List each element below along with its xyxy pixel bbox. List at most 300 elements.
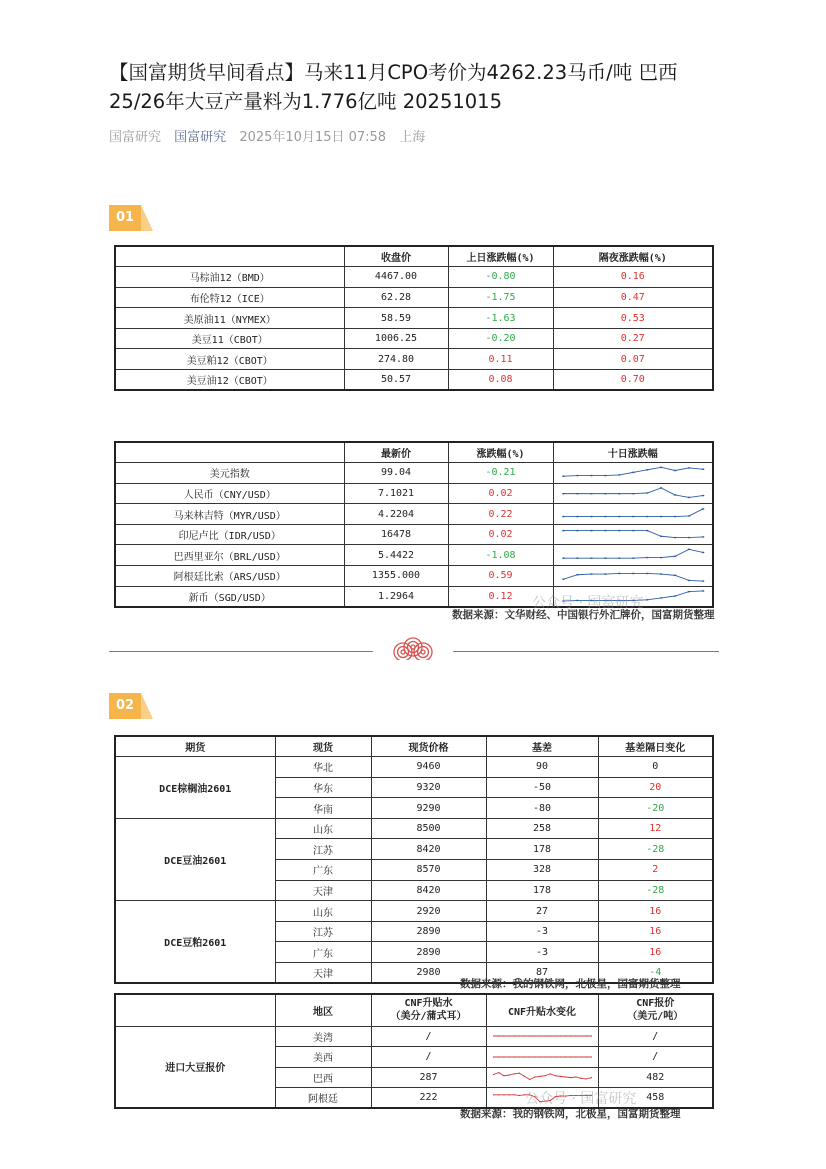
sparkline-point: [687, 467, 690, 469]
instrument-name: 美豆粕12（CBOT）: [115, 349, 344, 370]
sparkline-chart: [554, 484, 713, 502]
sparkline-point: [576, 475, 579, 477]
sparkline-point: [659, 466, 662, 468]
cnf-quote: /: [598, 1026, 713, 1047]
sparkline-point: [687, 515, 690, 517]
basis-value: 90: [486, 757, 598, 778]
basis-change: -20: [598, 798, 713, 819]
sparkline-point: [617, 573, 620, 575]
table-row: [115, 308, 713, 329]
close-price: 58.59: [344, 308, 448, 329]
sparkline-point: [701, 508, 704, 510]
sparkline-point: [631, 493, 634, 495]
sparkline-point: [603, 558, 606, 560]
sparkline-point: [513, 1036, 515, 1037]
sparkline-point: [564, 1036, 566, 1037]
header-cell: CNF升贴水变化: [486, 994, 598, 1026]
sparkline-point: [569, 1056, 571, 1057]
sparkline-cell: [486, 1047, 598, 1068]
sparkline-point: [559, 1076, 561, 1077]
sparkline-line: [563, 573, 702, 581]
instrument-name: 美豆11（CBOT）: [115, 328, 344, 349]
table-row: [115, 901, 713, 922]
sparkline-point: [498, 1056, 500, 1057]
header-cell: 上日涨跌幅(%): [448, 246, 553, 267]
sparkline-cell: [553, 545, 713, 566]
spot-price: 2890: [371, 942, 486, 963]
section-number: 02: [109, 693, 141, 719]
header-cell: CNF升贴水 （美分/蒲式耳）: [371, 994, 486, 1026]
sparkline-point: [603, 493, 606, 495]
sparkline-point: [562, 529, 565, 531]
percent-change: 0.02: [448, 524, 553, 545]
watermark: 公众号 · 国富研究: [525, 1091, 637, 1107]
sparkline-point: [645, 469, 648, 471]
table-row: [115, 545, 713, 566]
instrument-name: 马棕油12（BMD）: [115, 267, 344, 288]
percent-change: -0.21: [448, 463, 553, 484]
spot-price: 9320: [371, 777, 486, 798]
close-price: 274.80: [344, 349, 448, 370]
sparkline-point: [554, 1036, 556, 1037]
sparkline-point: [523, 1036, 525, 1037]
header-cell: 现货价格: [371, 736, 486, 757]
header-cell: 地区: [275, 994, 371, 1026]
sparkline-chart: [554, 567, 713, 585]
sparkline-point: [673, 495, 676, 497]
sparkline-point: [492, 1056, 494, 1057]
sparkline-chart: [554, 464, 713, 482]
sparkline-point: [498, 1094, 500, 1095]
instrument-name: 布伦特12（ICE）: [115, 287, 344, 308]
spot-region: 广东: [275, 942, 371, 963]
sparkline-point: [659, 488, 662, 490]
basis-change: -4: [598, 963, 713, 984]
meta-location: 上海: [399, 130, 426, 145]
sparkline-point: [585, 1036, 587, 1037]
sparkline-cell: [553, 566, 713, 587]
sparkline-point: [576, 558, 579, 560]
fx-rate-table: [114, 441, 714, 608]
section-number: 01: [109, 205, 141, 231]
sparkline-point: [701, 580, 704, 582]
futures-contract: DCE豆油2601: [115, 818, 275, 900]
table-row: [115, 1026, 713, 1047]
day-change: -1.63: [448, 308, 553, 329]
day-change: 0.08: [448, 370, 553, 391]
basis-change: 2: [598, 860, 713, 881]
sparkline-point: [539, 1056, 541, 1057]
sparkline-point: [554, 1056, 556, 1057]
sparkline-point: [617, 529, 620, 531]
sparkline-point: [544, 1036, 546, 1037]
table-header-row: [115, 994, 713, 1026]
basis-change: 16: [598, 901, 713, 922]
sparkline-point: [549, 1074, 551, 1075]
header-cell: [115, 994, 275, 1026]
currency-name: 马来林吉特（MYR/USD）: [115, 504, 344, 525]
night-change: 0.07: [553, 349, 713, 370]
spot-region: 华北: [275, 757, 371, 778]
basis-change: 16: [598, 921, 713, 942]
sparkline-cell: [486, 1026, 598, 1047]
latest-price: 7.1021: [344, 483, 448, 504]
spot-region: 天津: [275, 880, 371, 901]
sparkline-point: [518, 1095, 520, 1096]
sparkline-point: [513, 1056, 515, 1057]
table-header-row: [115, 246, 713, 267]
cnf-premium: 287: [371, 1067, 486, 1088]
spot-price: 2980: [371, 963, 486, 984]
basis-value: -80: [486, 798, 598, 819]
sparkline-point: [528, 1079, 530, 1080]
article-title: 【国富期货早间看点】马来11月CPO考价为4262.23马币/吨 巴西25/26年大豆产量料为1.776亿吨 20251015: [109, 61, 678, 113]
badge-slash-decoration: [141, 205, 153, 231]
currency-name: 阿根廷比索（ARS/USD）: [115, 566, 344, 587]
latest-price: 4.2204: [344, 504, 448, 525]
percent-change: -1.08: [448, 545, 553, 566]
spot-price: 8420: [371, 880, 486, 901]
header-cell: 涨跌幅(%): [448, 442, 553, 463]
cnf-premium: /: [371, 1047, 486, 1068]
basis-change: -28: [598, 839, 713, 860]
sparkline-point: [687, 579, 690, 581]
watermark: 公众号 · 国富研究: [532, 595, 644, 611]
sparkline-point: [503, 1036, 505, 1037]
cnf-quote: /: [598, 1047, 713, 1068]
badge-slash-decoration: [141, 693, 153, 719]
sparkline-line: [563, 550, 702, 559]
cnf-premium: 222: [371, 1088, 486, 1109]
sparkline-point: [701, 495, 704, 497]
table-header-row: [115, 736, 713, 757]
spot-region: 华南: [275, 798, 371, 819]
sparkline-point: [549, 1036, 551, 1037]
futures-contract: DCE棕榈油2601: [115, 757, 275, 819]
spot-region: 广东: [275, 860, 371, 881]
sparkline-point: [576, 516, 579, 518]
basis-value: 178: [486, 880, 598, 901]
sparkline-chart: [554, 505, 713, 523]
currency-name: 印尼卢比（IDR/USD）: [115, 524, 344, 545]
sparkline-cell: [553, 483, 713, 504]
night-change: 0.53: [553, 308, 713, 329]
sparkline-point: [590, 1077, 592, 1078]
sparkline-point: [518, 1073, 520, 1074]
day-change: 0.11: [448, 349, 553, 370]
sparkline-point: [559, 1036, 561, 1037]
sparkline-point: [659, 535, 662, 537]
basis-value: -3: [486, 942, 598, 963]
table-row: [115, 463, 713, 484]
sparkline-point: [576, 493, 579, 495]
close-price: 50.57: [344, 370, 448, 391]
origin-region: 巴西: [275, 1067, 371, 1088]
sparkline-line: [563, 509, 702, 517]
sparkline-point: [534, 1036, 536, 1037]
night-change: 0.27: [553, 328, 713, 349]
header-cell: 十日涨跌幅: [553, 442, 713, 463]
latest-price: 5.4422: [344, 545, 448, 566]
percent-change: 0.02: [448, 483, 553, 504]
spot-price: 2890: [371, 921, 486, 942]
sparkline-point: [617, 558, 620, 560]
sparkline-point: [673, 574, 676, 576]
sparkline-point: [513, 1074, 515, 1075]
sparkline-point: [645, 573, 648, 575]
night-change: 0.70: [553, 370, 713, 391]
sparkline-point: [503, 1094, 505, 1095]
article-meta: [109, 126, 434, 145]
sparkline-point: [589, 516, 592, 518]
table-row: [115, 328, 713, 349]
table-row: [115, 818, 713, 839]
sparkline-point: [518, 1036, 520, 1037]
sparkline-point: [590, 1036, 592, 1037]
sparkline-point: [585, 1056, 587, 1057]
sparkline-point: [603, 529, 606, 531]
sparkline-line: [563, 488, 702, 497]
header-cell: 期货: [115, 736, 275, 757]
commodity-price-table: [114, 245, 714, 391]
latest-price: 16478: [344, 524, 448, 545]
sparkline-cell: [553, 463, 713, 484]
sparkline-point: [589, 475, 592, 477]
header-cell: [115, 246, 344, 267]
sparkline-point: [564, 1056, 566, 1057]
sparkline-point: [503, 1056, 505, 1057]
sparkline-point: [673, 556, 676, 558]
table-row: [115, 370, 713, 391]
sparkline-point: [589, 558, 592, 560]
table-row: [115, 267, 713, 288]
sparkline-point: [631, 529, 634, 531]
sparkline-point: [580, 1078, 582, 1079]
basis-change: 16: [598, 942, 713, 963]
group-label: 进口大豆报价: [115, 1026, 275, 1108]
table-header-row: [115, 442, 713, 463]
spot-price: 9460: [371, 757, 486, 778]
sparkline-point: [492, 1094, 494, 1095]
sparkline-chart: [554, 526, 713, 544]
sparkline-point: [659, 557, 662, 559]
sparkline-point: [523, 1056, 525, 1057]
spot-price: 2920: [371, 901, 486, 922]
cnf-quote: 482: [598, 1067, 713, 1088]
sparkline-point: [513, 1094, 515, 1095]
meta-author-link[interactable]: 国富研究: [174, 130, 227, 145]
sparkline-point: [492, 1036, 494, 1037]
sparkline-point: [631, 471, 634, 473]
sparkline-point: [687, 497, 690, 499]
spot-region: 江苏: [275, 921, 371, 942]
sparkline-point: [673, 536, 676, 538]
sparkline-point: [539, 1076, 541, 1077]
sparkline-point: [528, 1036, 530, 1037]
sparkline-chart: [487, 1068, 598, 1086]
sparkline-point: [554, 1076, 556, 1077]
sparkline-point: [492, 1074, 494, 1075]
currency-name: 巴西里亚尔（BRL/USD）: [115, 545, 344, 566]
sparkline-point: [508, 1056, 510, 1057]
spot-price: 8500: [371, 818, 486, 839]
table-row: [115, 566, 713, 587]
percent-change: 0.12: [448, 586, 553, 607]
sparkline-point: [575, 1056, 577, 1057]
sparkline-chart: [554, 546, 713, 564]
day-change: -0.80: [448, 267, 553, 288]
sparkline-point: [631, 558, 634, 560]
sparkline-point: [701, 590, 704, 592]
sparkline-point: [589, 573, 592, 575]
section-badge-01: [109, 205, 153, 231]
cnf-quote: 458: [598, 1088, 713, 1109]
sparkline-point: [589, 493, 592, 495]
sparkline-point: [701, 468, 704, 470]
basis-value: 87: [486, 963, 598, 984]
header-cell: 最新价: [344, 442, 448, 463]
sparkline-point: [617, 474, 620, 476]
sparkline-point: [631, 573, 634, 575]
spot-price: 8570: [371, 860, 486, 881]
sparkline-point: [575, 1036, 577, 1037]
table-row: [115, 524, 713, 545]
header-cell: [115, 442, 344, 463]
spot-region: 山东: [275, 901, 371, 922]
sparkline-point: [659, 597, 662, 599]
sparkline-point: [631, 516, 634, 518]
currency-name: 人民币（CNY/USD）: [115, 483, 344, 504]
table-row: [115, 483, 713, 504]
basis-change: -28: [598, 880, 713, 901]
header-cell: 收盘价: [344, 246, 448, 267]
sparkline-line: [563, 530, 702, 537]
sparkline-point: [539, 1036, 541, 1037]
sparkline-point: [534, 1056, 536, 1057]
sparkline-point: [562, 578, 565, 580]
sparkline-line: [493, 1073, 591, 1080]
night-change: 0.16: [553, 267, 713, 288]
sparkline-point: [645, 493, 648, 495]
sparkline-point: [701, 552, 704, 554]
sparkline-point: [673, 470, 676, 472]
sparkline-point: [580, 1056, 582, 1057]
data-source-note: 数据来源：我的钢铁网，北极星，国富期货整理: [460, 1108, 681, 1120]
sparkline-point: [590, 1056, 592, 1057]
table-row: [115, 287, 713, 308]
sparkline-cell: [553, 504, 713, 525]
close-price: 4467.00: [344, 267, 448, 288]
header-cell: 基差隔日变化: [598, 736, 713, 757]
basis-table: [114, 735, 714, 984]
cloud-ornament-icon: [386, 636, 440, 660]
sparkline-point: [544, 1076, 546, 1077]
origin-region: 美西: [275, 1047, 371, 1068]
sparkline-point: [569, 1077, 571, 1078]
basis-value: -3: [486, 921, 598, 942]
currency-name: 新币（SGD/USD）: [115, 586, 344, 607]
sparkline-point: [518, 1056, 520, 1057]
basis-change: 0: [598, 757, 713, 778]
night-change: 0.47: [553, 287, 713, 308]
header-cell: 现货: [275, 736, 371, 757]
sparkline-point: [589, 529, 592, 531]
latest-price: 1.2964: [344, 586, 448, 607]
table-row: [115, 349, 713, 370]
sparkline-point: [617, 493, 620, 495]
sparkline-point: [559, 1056, 561, 1057]
table-row: [115, 757, 713, 778]
instrument-name: 美原油11（NYMEX）: [115, 308, 344, 329]
basis-change: 12: [598, 818, 713, 839]
sparkline-point: [508, 1036, 510, 1037]
instrument-name: 美豆油12（CBOT）: [115, 370, 344, 391]
section-badge-02: [109, 693, 153, 719]
sparkline-point: [659, 573, 662, 575]
sparkline-point: [645, 557, 648, 559]
sparkline-point: [659, 516, 662, 518]
spot-region: 华东: [275, 777, 371, 798]
day-change: -0.20: [448, 328, 553, 349]
sparkline-point: [585, 1079, 587, 1080]
latest-price: 1355.000: [344, 566, 448, 587]
sparkline-point: [544, 1056, 546, 1057]
sparkline-point: [701, 536, 704, 538]
sparkline-point: [498, 1072, 500, 1073]
spot-price: 8420: [371, 839, 486, 860]
sparkline-cell: [486, 1067, 598, 1088]
header-cell: 隔夜涨跌幅(%): [553, 246, 713, 267]
sparkline-point: [528, 1056, 530, 1057]
spot-region: 江苏: [275, 839, 371, 860]
latest-price: 99.04: [344, 463, 448, 484]
sparkline-chart: [487, 1048, 598, 1066]
header-cell: 基差: [486, 736, 598, 757]
data-source-note: 数据来源：我的钢铁网，北极星，国富期货整理: [460, 978, 681, 990]
sparkline-point: [645, 516, 648, 518]
sparkline-point: [508, 1075, 510, 1076]
sparkline-point: [575, 1077, 577, 1078]
percent-change: 0.59: [448, 566, 553, 587]
sparkline-point: [562, 516, 565, 518]
meta-date: 2025年10月15日 07:58: [239, 130, 387, 145]
sparkline-point: [603, 475, 606, 477]
spot-price: 9290: [371, 798, 486, 819]
close-price: 62.28: [344, 287, 448, 308]
sparkline-point: [549, 1056, 551, 1057]
futures-contract: DCE豆粕2601: [115, 901, 275, 983]
basis-value: 328: [486, 860, 598, 881]
sparkline-point: [617, 516, 620, 518]
header-cell: CNF报价 （美元/吨）: [598, 994, 713, 1026]
sparkline-point: [508, 1094, 510, 1095]
divider-line-right: [453, 651, 719, 652]
percent-change: 0.22: [448, 504, 553, 525]
sparkline-point: [498, 1036, 500, 1037]
sparkline-point: [687, 591, 690, 593]
basis-value: -50: [486, 777, 598, 798]
sparkline-point: [673, 595, 676, 597]
sparkline-cell: [553, 524, 713, 545]
sparkline-point: [564, 1077, 566, 1078]
sparkline-point: [645, 599, 648, 601]
cnf-premium: /: [371, 1026, 486, 1047]
sparkline-point: [523, 1076, 525, 1077]
meta-source: 国富研究: [109, 130, 162, 145]
currency-name: 美元指数: [115, 463, 344, 484]
sparkline-point: [562, 558, 565, 560]
basis-value: 258: [486, 818, 598, 839]
